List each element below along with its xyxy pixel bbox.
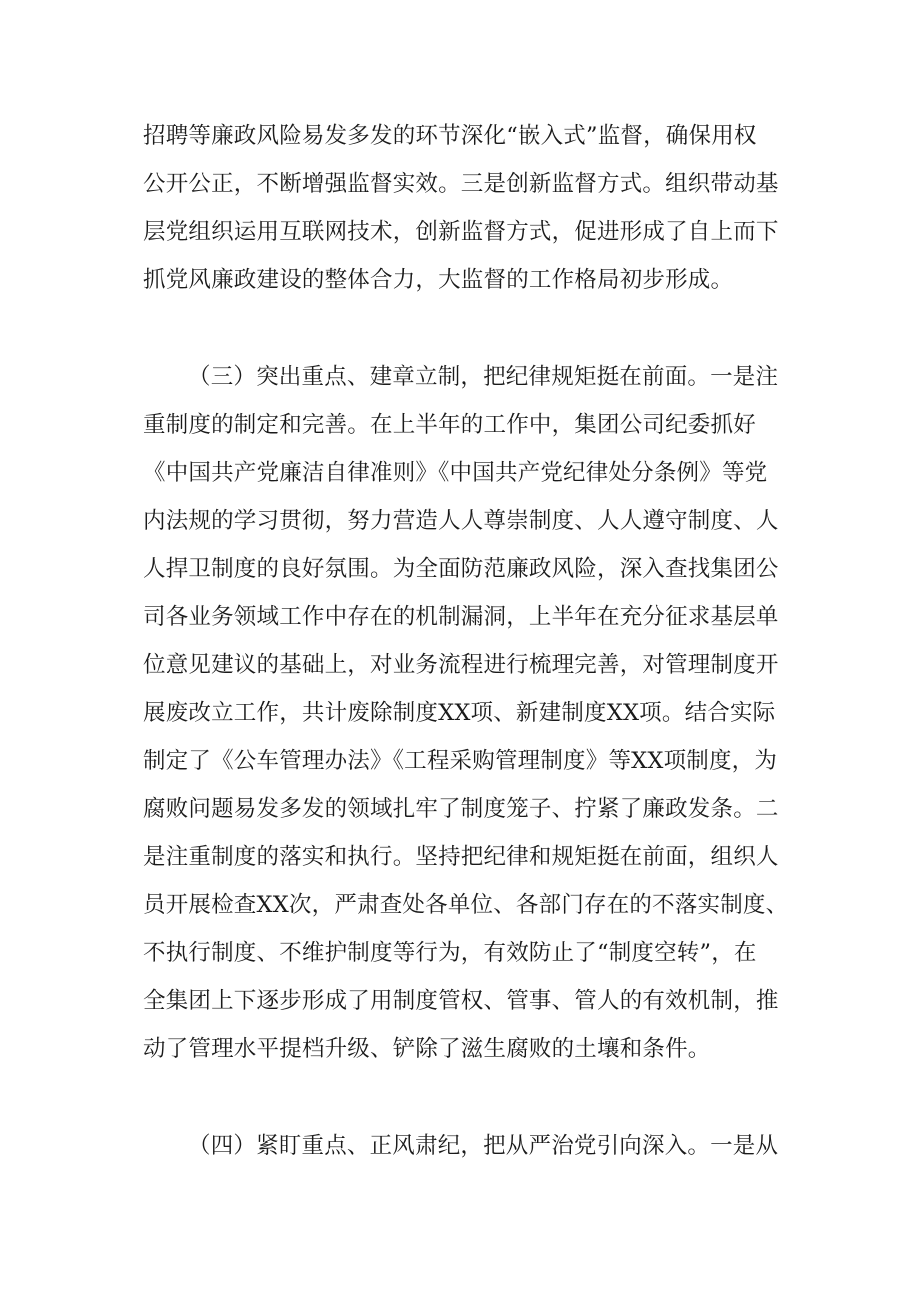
- text-line: 公开公正，不断增强监督实效。三是创新监督方式。组织带动基: [143, 171, 779, 197]
- paragraph-supervision-continued: [143, 112, 783, 304]
- text-line: 重制度的制定和完善。在上半年的工作中，集团公司纪委抓好: [143, 412, 756, 438]
- text-line: 司各业务领域工作中存在的机制漏洞，上半年在充分征求基层单: [143, 604, 779, 630]
- text-line: 人捍卫制度的良好氛围。为全面防范廉政风险，深入查找集团公: [143, 556, 779, 582]
- text-line: 《中国共产党廉洁自律准则》《中国共产党纪律处分条例》等党: [143, 460, 768, 486]
- section-heading-line: （三）突出重点、建章立制，把纪律规矩挺在前面。一是注: [188, 364, 779, 390]
- section-heading-line: （四）紧盯重点、正风肃纪，把从严治党引向深入。一是从: [188, 1133, 779, 1159]
- text-line: 展废改立工作，共计废除制度XX项、新建制度XX项。结合实际: [143, 700, 776, 726]
- text-line: 招聘等廉政风险易发多发的环节深化“嵌入式”监督，确保用权: [143, 123, 757, 149]
- text-line: 动了管理水平提档升级、铲除了滋生腐败的土壤和条件。: [143, 1036, 711, 1062]
- paragraph-section-four: [143, 1122, 783, 1170]
- text-line: 内法规的学习贯彻，努力营造人人尊崇制度、人人遵守制度、人: [143, 508, 779, 534]
- text-line: 位意见建议的基础上，对业务流程进行梳理完善，对管理制度开: [143, 652, 779, 678]
- paragraph-section-three: [143, 353, 789, 1073]
- text-line: 抓党风廉政建设的整体合力，大监督的工作格局初步形成。: [143, 267, 734, 293]
- text-line: 层党组织运用互联网技术，创新监督方式，促进形成了自上而下: [143, 219, 779, 245]
- text-line: 不执行制度、不维护制度等行为，有效防止了“制度空转”，在: [143, 940, 757, 966]
- text-line: 全集团上下逐步形成了用制度管权、管事、管人的有效机制，推: [143, 988, 779, 1014]
- text-line: 制定了《公车管理办法》《工程采购管理制度》等XX项制度，为: [143, 748, 778, 774]
- text-line: 员开展检查XX次，严肃查处各单位、各部门存在的不落实制度、: [143, 892, 789, 918]
- text-line: 是注重制度的落实和执行。坚持把纪律和规矩挺在前面，组织人: [143, 844, 779, 870]
- text-line: 腐败问题易发多发的领域扎牢了制度笼子、拧紧了廉政发条。二: [143, 796, 779, 822]
